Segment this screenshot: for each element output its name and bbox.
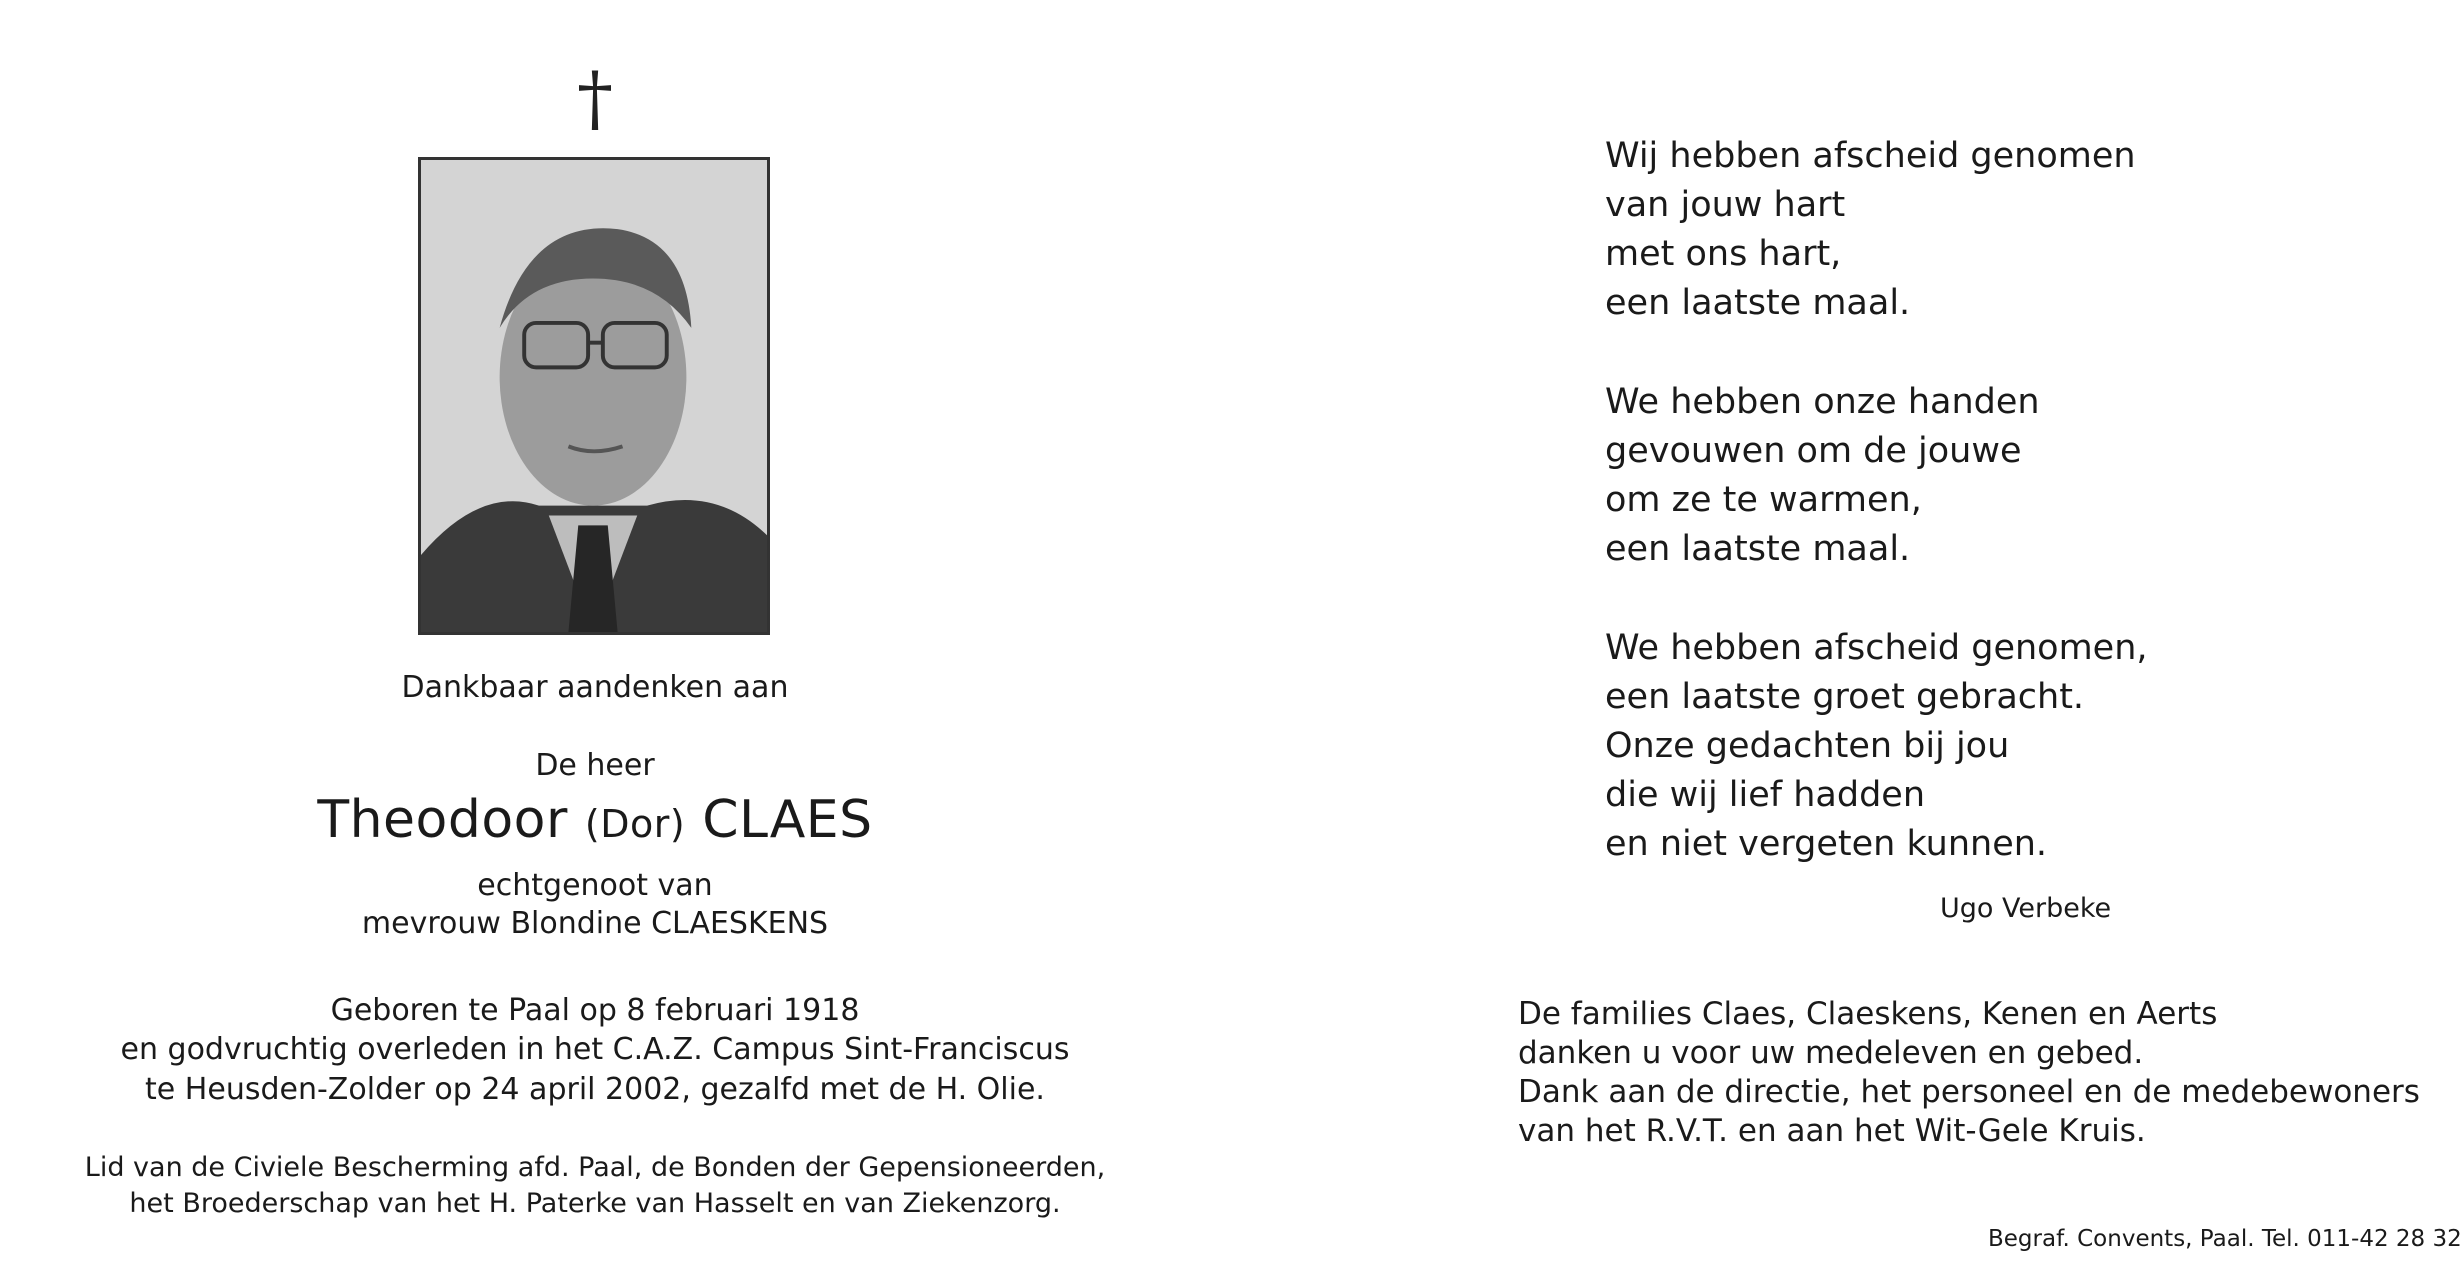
memberships-line-2: het Broederschap van het H. Paterke van Hasselt en van Ziekenzorg.: [129, 1188, 1061, 1219]
poem-line: Onze gedachten bij jou: [1605, 726, 2010, 766]
poem-line: We hebben onze handen: [1605, 382, 2040, 422]
deceased-name: [0, 790, 1190, 850]
spouse-label: echtgenoot van: [477, 868, 713, 903]
thanks-line: Dank aan de directie, het personeel en de medebewoners: [1518, 1074, 2420, 1110]
poem-line: met ons hart,: [1605, 234, 1842, 274]
undertaker-credit: Begraf. Convents, Paal. Tel. 011-42 28 32: [1988, 1226, 2462, 1252]
last-name: CLAES: [702, 790, 873, 850]
spouse-name: mevrouw Blondine CLAESKENS: [361, 906, 829, 941]
remembrance-intro: Dankbaar aandenken aan: [401, 670, 789, 705]
poem: [1605, 132, 2148, 919]
poem-line: een laatste groet gebracht.: [1605, 677, 2085, 717]
poem-line: een laatste maal.: [1605, 529, 1911, 569]
poem-line: We hebben afscheid genomen,: [1605, 628, 2148, 668]
thanks-line: van het R.V.T. en aan het Wit-Gele Kruis.: [1518, 1113, 2146, 1149]
death-line-2: te Heusden-Zolder op 24 april 2002, gezalfd met de H. Olie.: [145, 1072, 1045, 1107]
death-line-1: en godvruchtig overleden in het C.A.Z. Campus Sint-Franciscus: [120, 1032, 1070, 1067]
poem-line: die wij lief hadden: [1605, 775, 1926, 815]
thanks-line: danken u voor uw medeleven en gebed.: [1518, 1035, 2144, 1071]
poem-author: Ugo Verbeke: [1940, 893, 2112, 924]
poem-stanza: [1605, 378, 2148, 574]
poem-line: een laatste maal.: [1605, 283, 1911, 323]
name-prefix: De heer: [535, 748, 655, 783]
memberships-line-1: Lid van de Civiele Bescherming afd. Paal, de Bonden der Gepensioneerden,: [84, 1152, 1106, 1183]
thanks-line: De families Claes, Claeskens, Kenen en Aerts: [1518, 996, 2218, 1032]
poem-line: Wij hebben afscheid genomen: [1605, 136, 2136, 176]
poem-line: om ze te warmen,: [1605, 480, 1922, 520]
poem-line: en niet vergeten kunnen.: [1605, 824, 2048, 864]
poem-line: gevouwen om de jouwe: [1605, 431, 2022, 471]
nickname: (Dor): [584, 802, 686, 846]
poem-stanza: [1605, 132, 2148, 328]
poem-stanza: [1605, 624, 2148, 869]
birth-line: Geboren te Paal op 8 februari 1918: [330, 993, 860, 1028]
portrait-photo: [418, 157, 770, 635]
first-name: Theodoor: [317, 790, 568, 850]
poem-line: van jouw hart: [1605, 185, 1846, 225]
family-thanks: [1518, 995, 2420, 1151]
cross-icon: †: [577, 56, 613, 140]
